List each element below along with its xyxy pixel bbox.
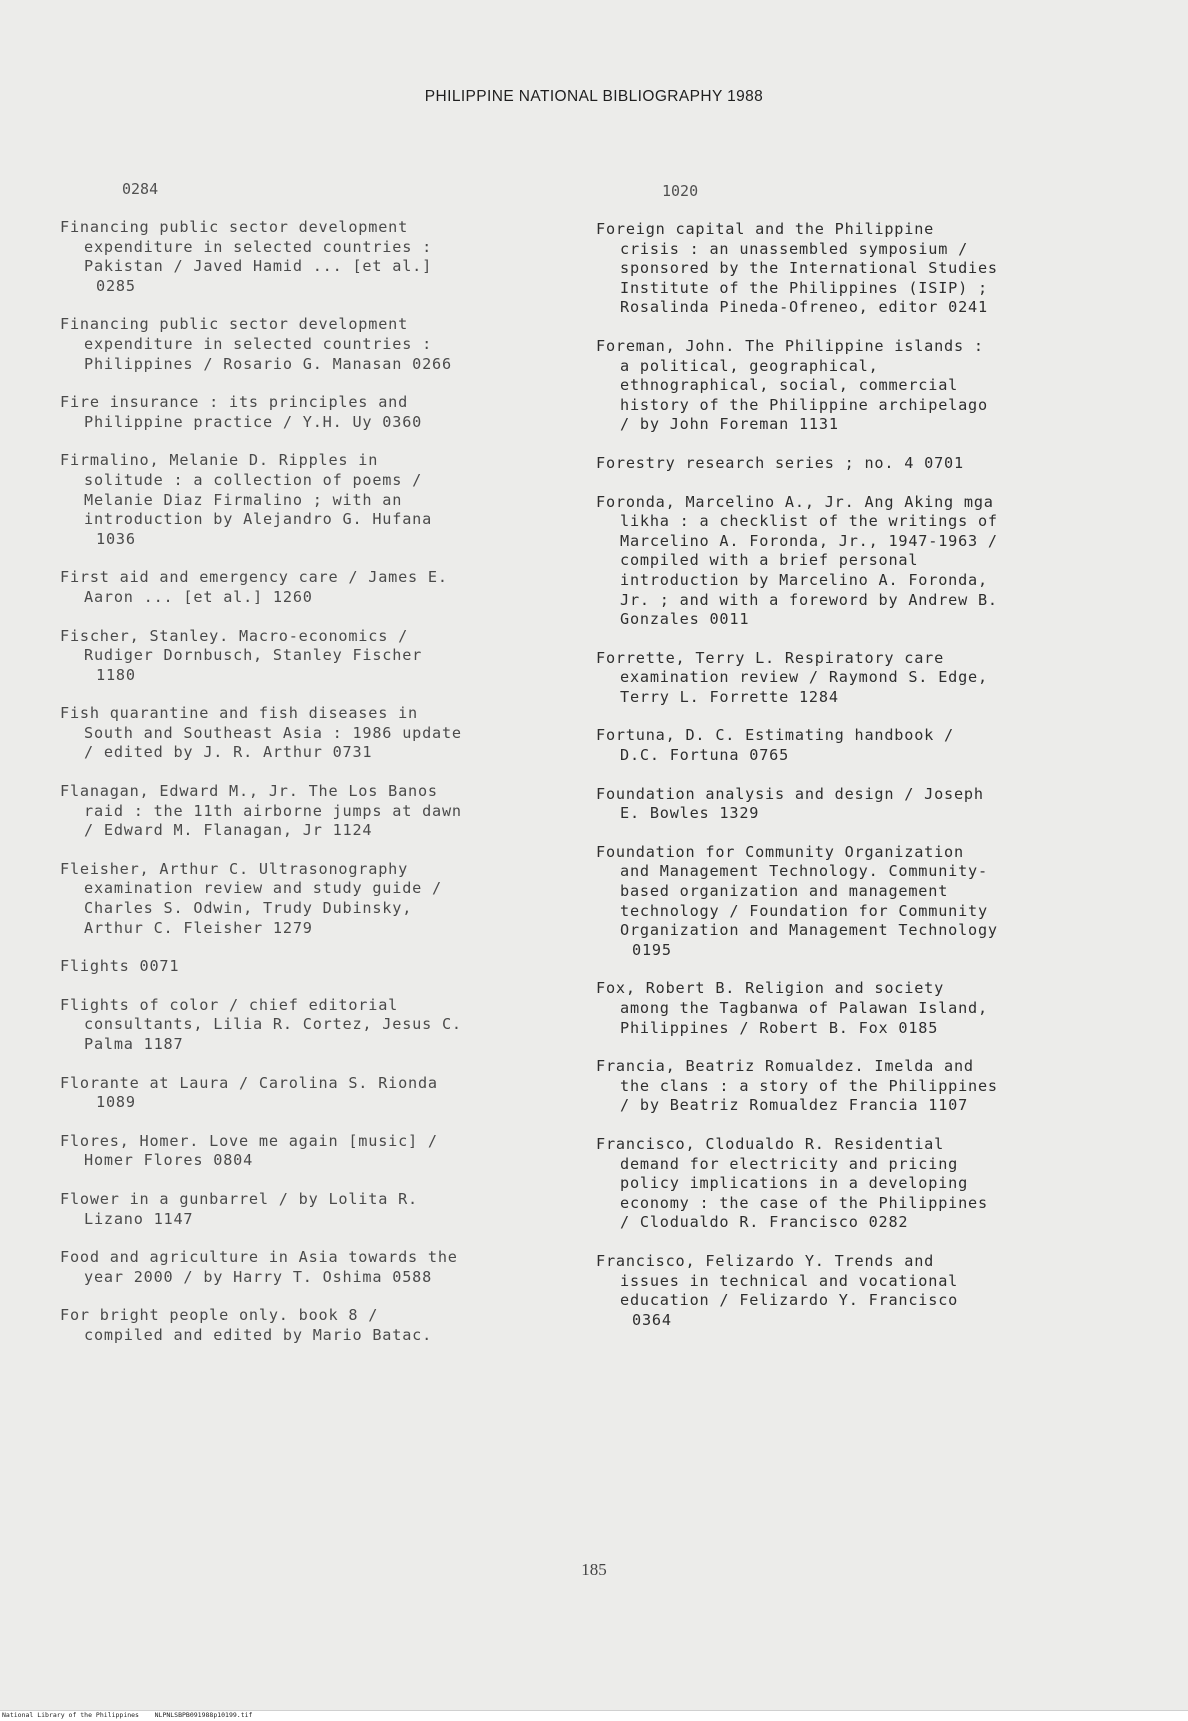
bibliography-entry [596,843,1116,961]
page-number: 185 [581,1560,607,1579]
bibliography-entry [596,726,1116,765]
scan-info: National Library of the Philippines NLPNLSBPB091988p10199.tif [2,1711,253,1719]
bibliography-entry [60,996,580,1055]
entry-text: Foreign capital and the Philippine crisis : an unassembled symposium / sponsored by the International Studies Institute of the Philippines (ISIP) ; Rosalinda Pineda-Ofreneo, editor 0241 [596,220,998,317]
entry-text: Francia, Beatriz Romualdez. Imelda and the clans : a story of the Philippines / by Beatriz Romualdez Francia 1107 [596,1057,998,1115]
entry-text: Flower in a gunbarrel / by Lolita R. Lizano 1147 [60,1189,418,1228]
bibliography-entry [596,1135,1116,1233]
entry-text: Foundation analysis and design / Joseph E. Bowles 1329 [596,784,984,823]
bibliography-entry [596,220,1116,318]
bibliography-entry [60,568,580,607]
entry-text: Fox, Robert B. Religion and society among the Tagbanwa of Palawan Island, Philippines / Robert B. Fox 0185 [596,979,988,1037]
entry-text: Fortuna, D. C. Estimating handbook / D.C. Fortuna 0765 [596,726,954,765]
bibliography-entry [60,782,580,841]
continuation-number: 0284 [122,180,159,198]
entry-text: Foronda, Marcelino A., Jr. Ang Aking mga likha : a checklist of the writings of Marcelino A. Foronda, Jr., 1947-1963 / compiled with a brief personal introduction by Marcelino A. Foronda, Jr. ; and with a foreword by Andrew B. Gonzales 0011 [596,492,998,629]
entry-number: 0364 [632,1310,672,1329]
bibliography-entry [596,649,1116,708]
bibliography-entry [60,1248,580,1287]
bibliography-entry [596,337,1116,435]
entry-text: Flights 0071 [60,957,180,976]
bibliography-entry [60,393,580,432]
bibliography-entry [596,1252,1116,1330]
entry-number: 1036 [96,529,136,548]
bibliography-entry [60,315,580,374]
bibliography-entry [60,1074,580,1113]
entry-text: Financing public sector development expenditure in selected countries : Philippines / Rosario G. Manasan 0266 [60,315,452,373]
entry-text: Fleisher, Arthur C. Ultrasonography examination review and study guide / Charles S. Odwin, Trudy Dubinsky, Arthur C. Fleisher 1279 [60,859,442,937]
entry-text: Financing public sector development expenditure in selected countries : Pakistan / Javed Hamid ... [et al.] [60,218,433,276]
entry-text: Food and agriculture in Asia towards the year 2000 / by Harry T. Oshima 0588 [60,1248,458,1286]
bibliography-entry [60,1306,580,1345]
bibliography-entry [60,218,580,296]
bibliography-entry [596,1057,1116,1116]
entry-text: Firmalino, Melanie D. Ripples in solitude : a collection of poems / Melanie Diaz Firmalino ; with an introduction by Alejandro G. Hufana [60,451,433,529]
right-column [596,182,1116,1349]
entry-text: Fischer, Stanley. Macro-economics / Rudiger Dornbusch, Stanley Fischer [60,626,423,665]
entry-text: Flights of color / chief editorial consultants, Lilia R. Cortez, Jesus C. Palma 1187 [60,995,462,1053]
entry-text: Florante at Laura / Carolina S. Rionda [60,1073,438,1092]
left-entry-list [60,218,580,1346]
page-title: PHILIPPINE NATIONAL BIBLIOGRAPHY 1988 [424,88,764,105]
continuation-number: 1020 [662,182,699,200]
entry-number: 1089 [96,1093,136,1112]
entry-text: Francisco, Clodualdo R. Residential demand for electricity and pricing policy implications in a developing economy : the case of the Philippines / Clodualdo R. Francisco 0282 [596,1134,988,1232]
entry-text: First aid and emergency care / James E. Aaron ... [et al.] 1260 [60,568,448,606]
entry-text: Foreman, John. The Philippine islands : a political, geographical, ethnographical, social, commercial history of the Philippine archipelago / by John Foreman 1131 [596,336,988,434]
left-column [60,180,580,1365]
entry-text: Fire insurance : its principles and Philippine practice / Y.H. Uy 0360 [60,393,423,431]
bibliography-entry [60,704,580,763]
entry-number: 0285 [96,276,136,295]
entry-text: Foundation for Community Organization and Management Technology. Community- based organization and management technology / Foundation for Community Organization and Management Technology [596,842,998,940]
entry-text: Francisco, Felizardo Y. Trends and issues in technical and vocational education / Felizardo Y. Francisco [596,1251,959,1310]
entry-number: 1180 [96,665,136,684]
bibliography-entry [596,979,1116,1038]
bibliography-entry [596,493,1116,630]
bibliography-entry [60,627,580,686]
entry-text: Forrette, Terry L. Respiratory care examination review / Raymond S. Edge, Terry L. Forrette 1284 [596,648,988,706]
bibliography-entry [60,1190,580,1229]
bibliography-entry [60,860,580,938]
right-entry-list [596,220,1116,1330]
entry-text: Flanagan, Edward M., Jr. The Los Banos raid : the 11th airborne jumps at dawn / Edward M. Flanagan, Jr 1124 [60,782,462,840]
entry-text: Fish quarantine and fish diseases in South and Southeast Asia : 1986 update / edited by J. R. Arthur 0731 [60,704,462,762]
bibliography-entry [60,957,580,977]
entry-text: Forestry research series ; no. 4 0701 [596,453,964,472]
entry-text: For bright people only. book 8 / compiled and edited by Mario Batac. [60,1306,433,1344]
bibliography-entry [60,1132,580,1171]
entry-number: 0195 [632,940,672,959]
bibliography-entry [596,454,1116,474]
entry-text: Flores, Homer. Love me again [music] / Homer Flores 0804 [60,1131,438,1170]
bibliography-entry [60,451,580,549]
bibliography-entry [596,785,1116,824]
